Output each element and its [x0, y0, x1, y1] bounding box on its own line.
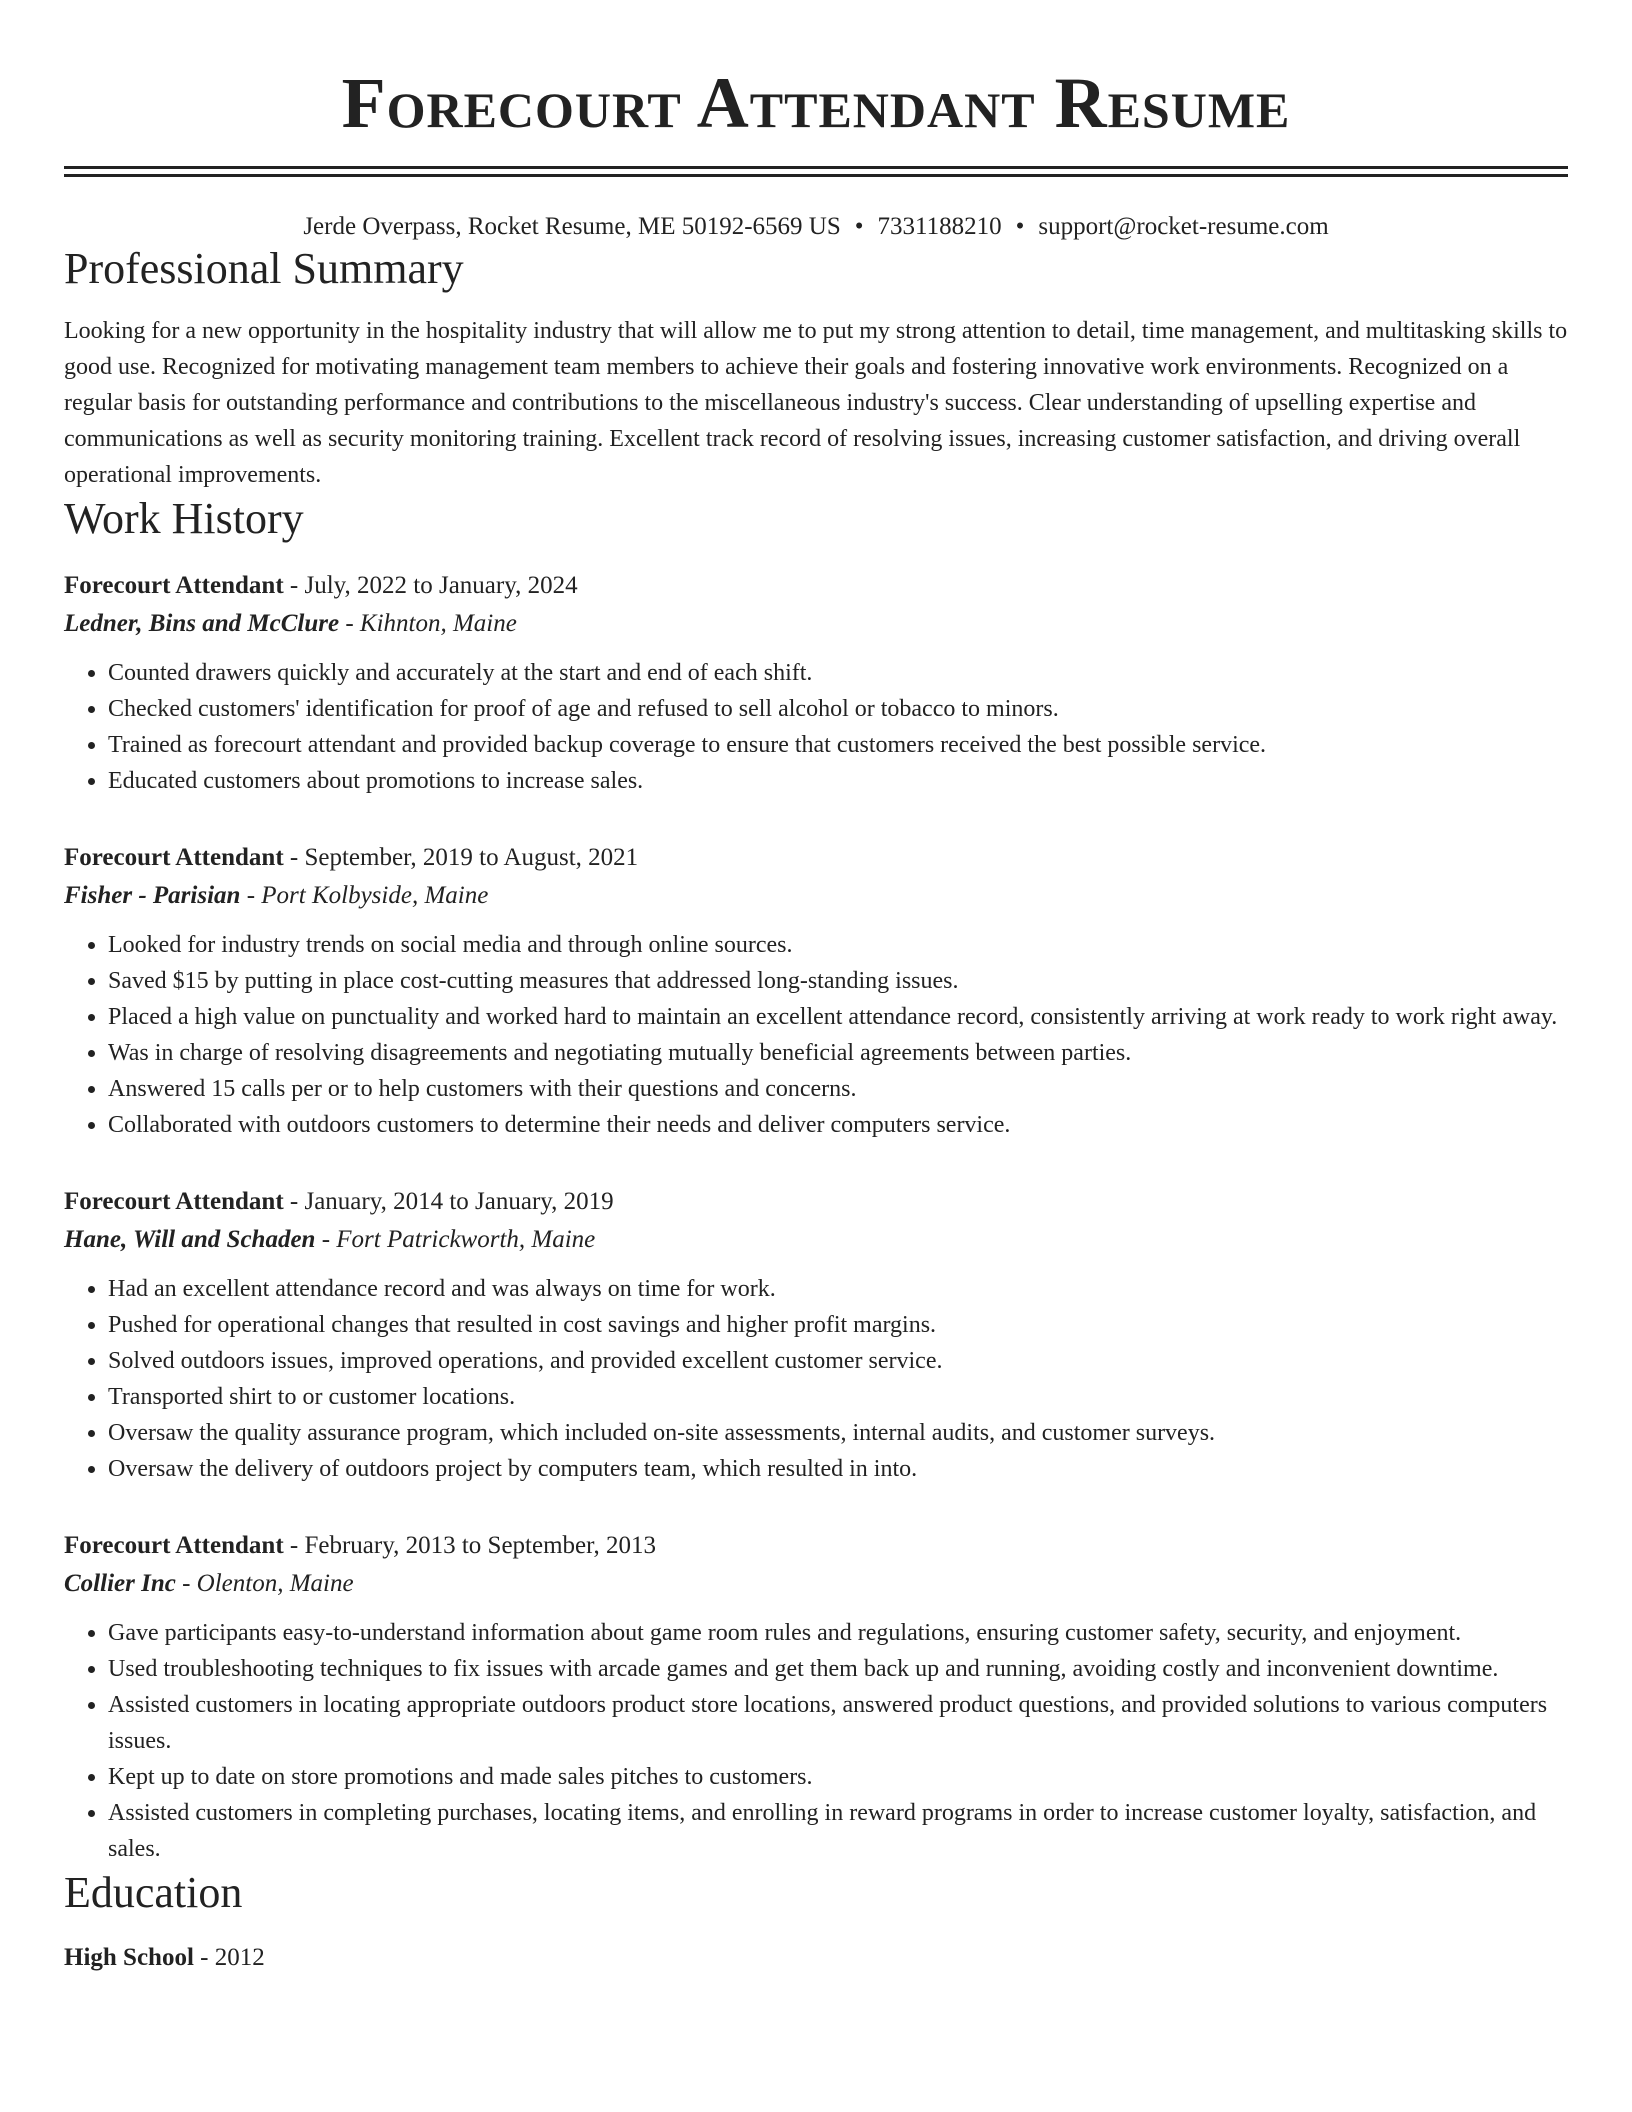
job-company: Ledner, Bins and McClure [64, 610, 340, 637]
job-bullets [64, 655, 1568, 799]
job-bullet-item: • Answered 15 calls per or to help customers with their questions and concerns. [108, 1071, 1568, 1107]
job-bullet-item: • Collaborated with outdoors customers to determine their needs and deliver computers service. [108, 1107, 1568, 1143]
job-bullet-item: • Solved outdoors issues, improved operations, and provided excellent customer service. [108, 1343, 1568, 1379]
job-company: Fisher - Parisian [64, 882, 241, 909]
job-entry [64, 567, 1568, 799]
job-bullet-item: • Educated customers about promotions to increase sales. [108, 763, 1568, 799]
job-bullet-item: • Checked customers' identification for proof of age and refused to sell alcohol or tobacco to minors. [108, 691, 1568, 727]
job-location: - Olenton, Maine [175, 1570, 354, 1597]
job-title-line [64, 1183, 1568, 1221]
job-bullet-item: • Had an excellent attendance record and was always on time for work. [108, 1271, 1568, 1307]
contact-phone[interactable]: 7331188210 [877, 213, 1002, 240]
job-dates: - September, 2019 to August, 2021 [283, 844, 639, 871]
contact-line [64, 211, 1568, 243]
job-dates: - January, 2014 to January, 2019 [283, 1188, 614, 1215]
work-history-list [64, 567, 1568, 1867]
contact-separator: • [854, 213, 864, 240]
job-bullet-item: • Looked for industry trends on social media and through online sources. [108, 927, 1568, 963]
job-company-line [64, 1565, 1568, 1603]
job-dates: - July, 2022 to January, 2024 [283, 572, 578, 599]
job-entry [64, 1183, 1568, 1487]
job-bullets [64, 927, 1568, 1143]
job-company-line [64, 1221, 1568, 1259]
job-location: - Kihnton, Maine [339, 610, 517, 637]
work-history-heading: Work History [64, 494, 304, 543]
contact-address: Jerde Overpass, Rocket Resume, ME 50192-6569 US [303, 213, 841, 240]
job-entry [64, 1527, 1568, 1867]
job-role: Forecourt Attendant [64, 572, 284, 599]
education-list [64, 1939, 1568, 1977]
job-company-line [64, 877, 1568, 915]
job-role: Forecourt Attendant [64, 844, 284, 871]
job-company: Collier Inc [64, 1570, 176, 1597]
job-bullet-item: • Oversaw the delivery of outdoors project by computers team, which resulted in into. [108, 1451, 1568, 1487]
job-role: Forecourt Attendant [64, 1532, 284, 1559]
education-heading: Education [64, 1868, 243, 1917]
job-company: Hane, Will and Schaden [64, 1226, 316, 1253]
job-title-line [64, 839, 1568, 877]
job-role: Forecourt Attendant [64, 1188, 284, 1215]
job-bullet-item: • Gave participants easy-to-understand information about game room rules and regulations, ensuring customer safety, security, and enjoyment. [108, 1615, 1568, 1651]
job-location: - Port Kolbyside, Maine [240, 882, 489, 909]
job-bullet-item: • Pushed for operational changes that resulted in cost savings and higher profit margins. [108, 1307, 1568, 1343]
job-bullet-item: • Assisted customers in locating appropriate outdoors product store locations, answered product questions, and provided solutions to various computers issues. [108, 1687, 1568, 1759]
job-bullet-item: • Used troubleshooting techniques to fix issues with arcade games and get them back up and running, avoiding costly and inconvenient downtime. [108, 1651, 1568, 1687]
job-company-line [64, 605, 1568, 643]
job-bullet-item: • Transported shirt to or customer locations. [108, 1379, 1568, 1415]
job-bullet-item: • Assisted customers in completing purchases, locating items, and enrolling in reward programs in order to increase customer loyalty, satisfaction, and sales. [108, 1795, 1568, 1867]
job-location: - Fort Patrickworth, Maine [315, 1226, 596, 1253]
job-bullet-item: • Was in charge of resolving disagreements and negotiating mutually beneficial agreements between parties. [108, 1035, 1568, 1071]
job-bullet-item: • Placed a high value on punctuality and worked hard to maintain an excellent attendance record, consistently arriving at work ready to work right away. [108, 999, 1568, 1035]
job-bullet-item: • Kept up to date on store promotions and made sales pitches to customers. [108, 1759, 1568, 1795]
contact-separator: • [1015, 213, 1025, 240]
job-title-line [64, 1527, 1568, 1565]
job-bullets [64, 1271, 1568, 1487]
education-entry [64, 1939, 1568, 1977]
title-divider [64, 166, 1568, 177]
job-entry [64, 839, 1568, 1143]
contact-email[interactable]: support@rocket-resume.com [1038, 213, 1329, 240]
summary-text: Looking for a new opportunity in the hospitality industry that will allow me to put my strong attention to detail, time management, and multitasking skills to good use. Recognized for motivating management team members to achieve their goals and fostering innovative work environments. Recognized on a regular basis for outstanding performance and contributions to the miscellaneous industry's success. Clear understanding of upselling expertise and communications as well as security monitoring training. Excellent track record of resolving issues, increasing customer satisfaction, and driving overall operational improvements. [64, 318, 1568, 488]
job-title-line [64, 567, 1568, 605]
job-bullet-item: • Saved $15 by putting in place cost-cutting measures that addressed long-standing issues. [108, 963, 1568, 999]
summary-heading: Professional Summary [64, 244, 464, 293]
education-degree: High School [64, 1944, 194, 1971]
page-title: Forecourt Attendant Resume [341, 63, 1291, 143]
job-bullet-item: • Trained as forecourt attendant and provided backup coverage to ensure that customers received the best possible service. [108, 727, 1568, 763]
resume-page [64, 0, 1568, 1977]
job-bullet-item: • Counted drawers quickly and accurately at the start and end of each shift. [108, 655, 1568, 691]
job-bullet-item: • Oversaw the quality assurance program, which included on-site assessments, internal audits, and customer surveys. [108, 1415, 1568, 1451]
job-dates: - February, 2013 to September, 2013 [283, 1532, 656, 1559]
job-bullets [64, 1615, 1568, 1867]
education-year: - 2012 [193, 1944, 265, 1971]
